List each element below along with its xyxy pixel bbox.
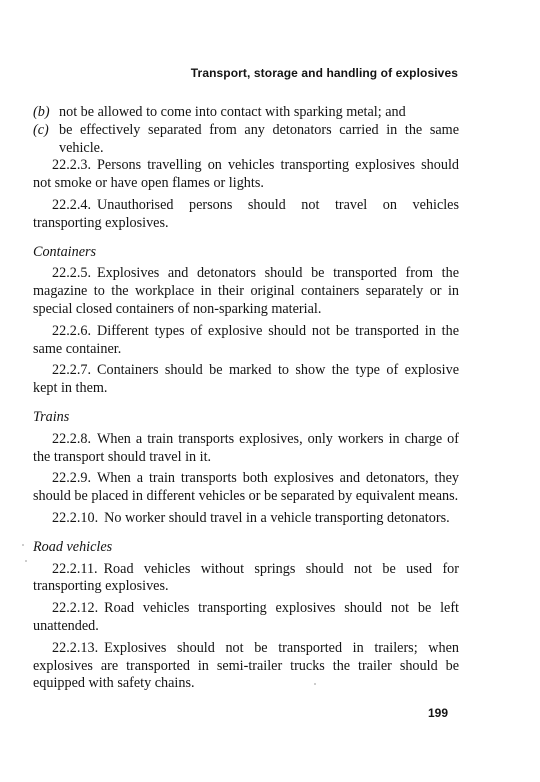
paragraph-22-2-13 [33,640,459,693]
paragraph-text: Road vehicles without springs should not be used for transporting explosives. [33,560,459,595]
section-heading-road-vehicles: Road vehicles [33,538,113,555]
item-marker: (c) [33,121,49,138]
paragraph-text: Explosives and detonators should be transported from the magazine to the workplace in their original containers separately or in special closed containers of non-sparking material. [33,265,459,317]
paragraph-22-2-10 [33,510,459,528]
paragraph-number: 22.2.3. [52,157,92,174]
paragraph-22-2-5 [33,265,459,318]
paragraph-number: 22.2.13. [52,639,99,656]
item-marker: (b) [33,104,50,120]
paragraph-22-2-3 [33,157,459,193]
paragraph-number: 22.2.9. [52,470,92,487]
page-number: 199 [428,706,449,720]
paper-speck [25,560,27,562]
paragraph-number: 22.2.11. [52,560,98,577]
paragraph-number: 22.2.7. [52,362,92,379]
paragraph-22-2-7 [33,362,459,398]
list-item-b [33,104,459,122]
paragraph-number: 22.2.6. [52,322,92,339]
paragraph-22-2-8 [33,431,459,467]
paper-speck [314,683,316,685]
paragraph-text: Containers should be marked to show the type of explosive kept in them. [33,362,459,397]
paragraph-22-2-9 [33,470,459,506]
paragraph-text: When a train transports both explosives and detonators, they should be placed in different vehicles or be separated by equivalent means. [33,470,459,505]
paragraph-number: 22.2.4. [52,196,92,213]
paragraph-text: Different types of explosive should not be transported in the same container. [33,322,459,357]
paragraph-text: Explosives should not be transported in trailers; when explosives are transported in semi-trailer trucks the trailer should be equipped with safety chains. [33,639,459,692]
paragraph-22-2-4 [33,197,459,233]
page-body [33,104,459,693]
paragraph-22-2-12 [33,600,459,636]
list-item-c [33,122,459,158]
paragraph-22-2-6 [33,323,459,359]
paragraph-number: 22.2.12. [52,600,99,617]
item-text: not be allowed to come into contact with sparking metal; and [59,104,406,120]
paper-speck [22,544,24,546]
paragraph-number: 22.2.8. [52,430,92,447]
paragraph-text: Unauthorised persons should not travel on vehicles transporting explosives. [33,196,459,231]
section-heading-containers: Containers [33,243,97,260]
paragraph-text: Road vehicles transporting explosives should not be left unattended. [33,600,459,634]
paragraph-text: Persons travelling on vehicles transporting explosives should not smoke or have open flames or lights. [33,157,459,192]
running-head: Transport, storage and handling of explosives [190,66,458,80]
paragraph-text: When a train transports explosives, only workers in charge of the transport should travel in it. [33,430,459,465]
item-text: be effectively separated from any detonators carried in the same vehicle. [59,121,459,156]
paragraph-number: 22.2.5. [52,265,92,282]
paragraph-number: 22.2.10. [52,509,99,526]
section-heading-trains: Trains [33,408,70,425]
paragraph-text: No worker should travel in a vehicle transporting detonators. [104,509,450,526]
paragraph-22-2-11 [33,561,459,597]
